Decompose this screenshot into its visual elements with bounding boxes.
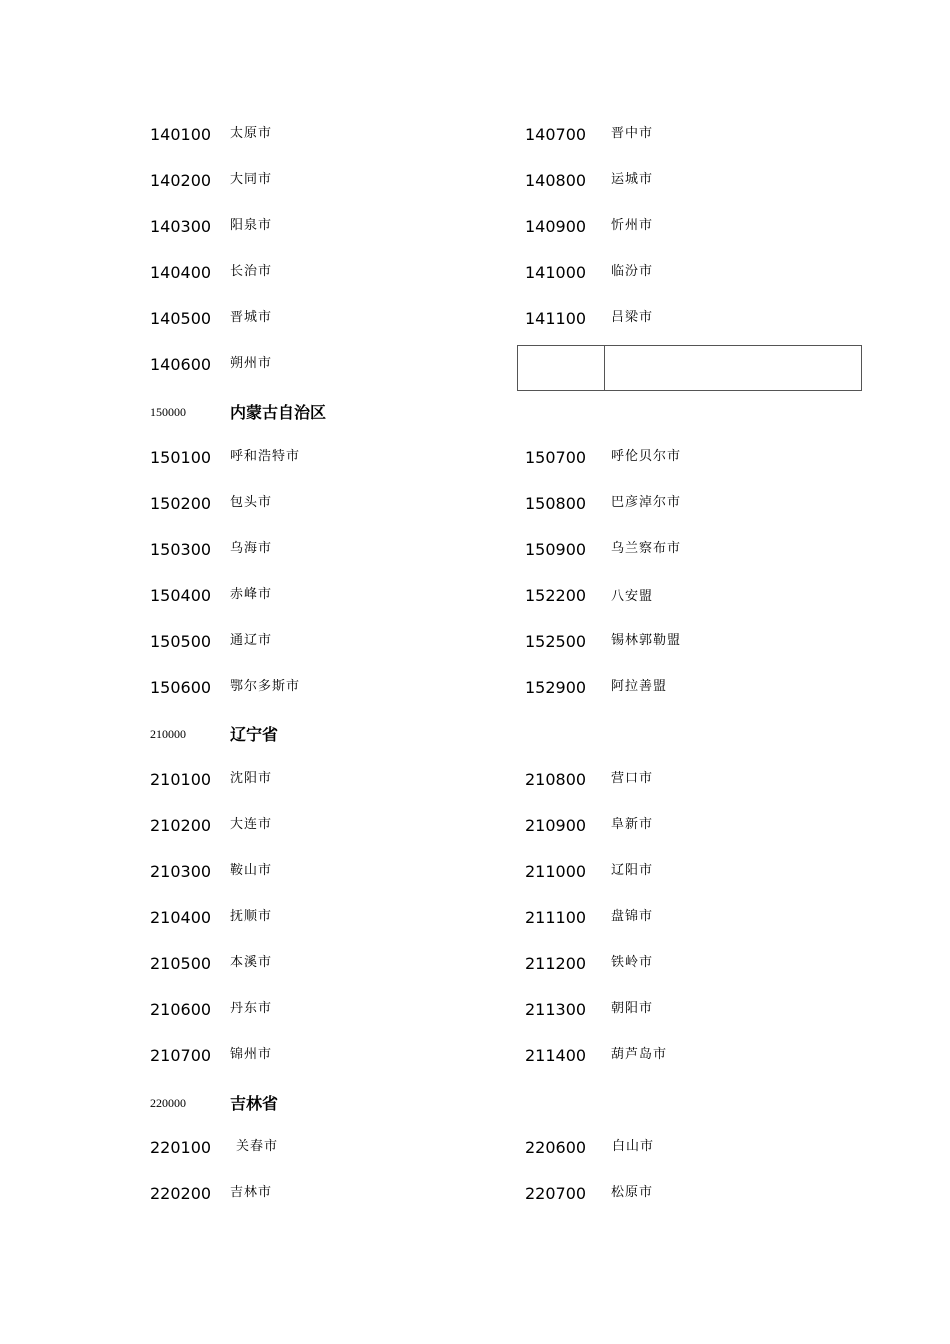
city-code: 152200 [525,586,587,605]
city-name: 关春市 [236,1139,279,1154]
city-code: 140300 [150,217,212,236]
empty-table-cell [517,345,605,391]
city-name: 巴彦淖尔市 [611,495,682,510]
city-code: 140200 [150,171,212,190]
city-name: 阳泉市 [230,218,273,233]
city-name: 锡林郭勒盟 [611,633,682,648]
city-code: 210300 [150,862,212,881]
city-name: 包头市 [230,495,273,510]
province-name: 辽宁省 [230,725,279,744]
city-name: 忻州市 [611,218,654,233]
city-code: 150400 [150,586,212,605]
city-name: 葫芦岛市 [611,1047,668,1062]
city-name: 抚顺市 [230,909,273,924]
city-name: 八安盟 [611,589,654,604]
city-code: 152900 [525,678,587,697]
city-code: 211400 [525,1046,587,1065]
city-name: 阿拉善盟 [611,679,668,694]
city-name: 鞍山市 [230,863,273,878]
city-name: 朝阳市 [611,1001,654,1016]
city-name: 运城市 [611,172,654,187]
city-name: 本溪市 [230,955,273,970]
city-code: 150500 [150,632,212,651]
city-name: 赤峰市 [230,587,273,602]
city-code: 140100 [150,125,212,144]
city-name: 盘锦市 [611,909,654,924]
city-name: 丹东市 [230,1001,273,1016]
city-code: 210500 [150,954,212,973]
province-name: 吉林省 [230,1094,279,1113]
city-name: 锦州市 [230,1047,273,1062]
city-code: 210400 [150,908,212,927]
city-code: 140400 [150,263,212,282]
city-name: 呼伦贝尔市 [611,449,682,464]
city-name: 大同市 [230,172,273,187]
empty-table-cell [604,345,862,391]
city-code: 141100 [525,309,587,328]
city-code: 140500 [150,309,212,328]
city-code: 150300 [150,540,212,559]
city-name: 大连市 [230,817,273,832]
city-code: 211200 [525,954,587,973]
city-code: 220200 [150,1184,212,1203]
city-name: 沈阳市 [230,771,273,786]
city-code: 220100 [150,1138,212,1157]
city-name: 松原市 [611,1185,654,1200]
city-name: 长治市 [230,264,273,279]
city-name: 铁岭市 [611,955,654,970]
city-name: 吕梁市 [611,310,654,325]
city-code: 211000 [525,862,587,881]
city-name: 吉林市 [230,1185,273,1200]
city-code: 150800 [525,494,587,513]
city-code: 211100 [525,908,587,927]
city-code: 140700 [525,125,587,144]
city-name: 临汾市 [611,264,654,279]
city-code: 150200 [150,494,212,513]
province-code: 220000 [150,1096,186,1110]
city-code: 210800 [525,770,587,789]
city-name: 太原市 [230,126,273,141]
city-code: 210600 [150,1000,212,1019]
city-name: 乌兰察布市 [611,541,682,556]
city-code: 140900 [525,217,587,236]
city-code: 140800 [525,171,587,190]
city-code: 210100 [150,770,212,789]
city-code: 150900 [525,540,587,559]
city-code: 210700 [150,1046,212,1065]
city-code: 150700 [525,448,587,467]
city-code: 210200 [150,816,212,835]
city-name: 乌海市 [230,541,273,556]
city-name: 辽阳市 [611,863,654,878]
province-code: 210000 [150,727,186,741]
city-name: 晋中市 [611,126,654,141]
city-code: 140600 [150,355,212,374]
province-name: 内蒙古自治区 [230,403,327,422]
city-name: 通辽市 [230,633,273,648]
city-name: 阜新市 [611,817,654,832]
city-code: 152500 [525,632,587,651]
city-name: 白山市 [612,1139,655,1154]
city-code: 150100 [150,448,212,467]
city-code: 211300 [525,1000,587,1019]
city-name: 呼和浩特市 [230,449,301,464]
city-code: 210900 [525,816,587,835]
city-code: 220700 [525,1184,587,1203]
city-code: 150600 [150,678,212,697]
city-name: 鄂尔多斯市 [230,679,301,694]
city-code: 220600 [525,1138,587,1157]
city-name: 朔州市 [230,356,273,371]
city-name: 晋城市 [230,310,273,325]
province-code: 150000 [150,405,186,419]
city-code: 141000 [525,263,587,282]
city-name: 营口市 [611,771,654,786]
